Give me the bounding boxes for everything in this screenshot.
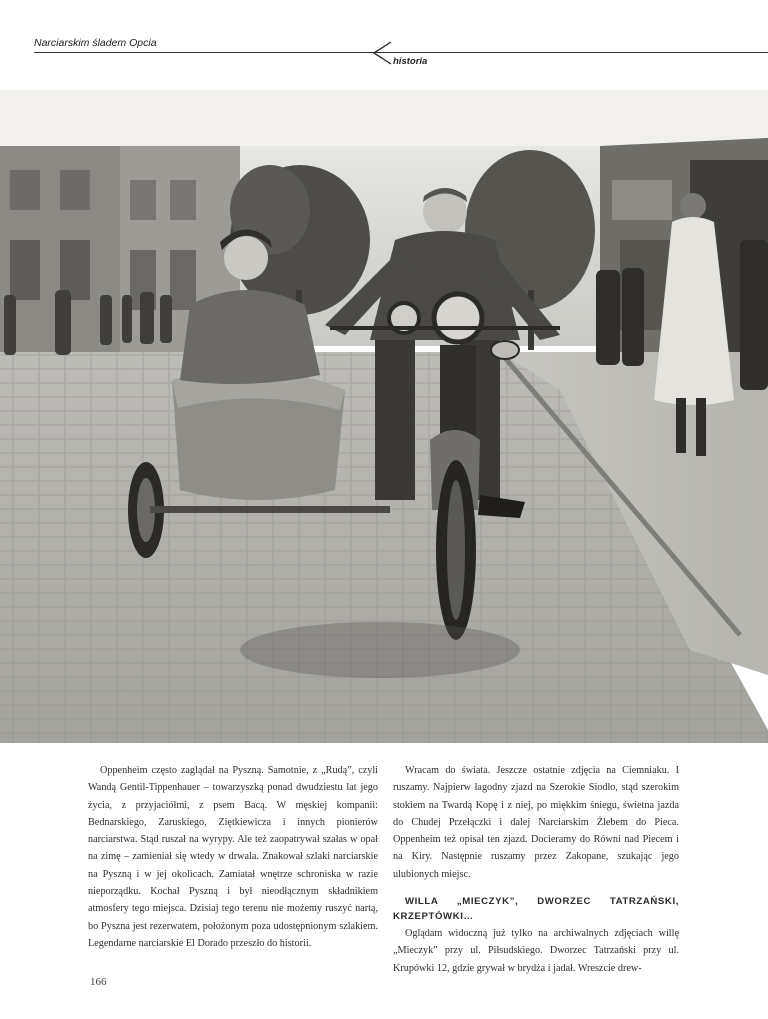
- running-title: Narciarskim śladem Opcia: [34, 37, 157, 49]
- article-column-left: [88, 762, 378, 952]
- archival-photo: [0, 90, 768, 743]
- article-column-right: [393, 762, 679, 977]
- right-paragraph-2: Oglądam widoczną już tylko na archiwalnych zdjęciach willę „Mieczyk” przy ul. Piłsudskiego. Dworzec Tatrzański przy ul. Krupówki 12, gdzie grywał w brydża i jadał. Wreszcie drew-: [393, 928, 679, 974]
- section-tag: historia: [393, 56, 428, 67]
- page-number: 166: [90, 976, 107, 988]
- section-subheading: WILLA „MIECZYK”, DWORZEC TATRZAŃSKI, KRZEPTÓWKI…: [393, 896, 679, 923]
- header-rule: [34, 52, 768, 53]
- photo-illustration: [0, 90, 768, 743]
- section-arrow-icon: [371, 41, 393, 65]
- right-paragraph: Wracam do świata. Jeszcze ostatnie zdjęcia na Ciemniaku. I ruszamy. Najpierw łagodny zjazd na Szerokie Siodło, stąd szerokim stokiem na Twardą Kopę i z niej, po miękkim śniegu, świetna jazda do Chudej Przełączki i dalej Narciarskim Żlebem do Pieca. Oppenheim też opisał ten zjazd. Docieramy do Równi nad Piecem i na Kiry. Następnie ruszamy przez Zakopane, szukając jego ulubionych miejsc.: [393, 765, 679, 880]
- left-paragraph: Oppenheim często zaglądał na Pyszną. Samotnie, z „Rudą”, czyli Wandą Gentil-Tippenhauer – towarzyszką ponad dwudziestu lat jego życia, z przyjaciółmi, z psem Bacą. W męskiej kompanii: Bednarskiego, Zaruskiego, Ziętkiewicza i innych pionierów narciarstwa. Stąd ruszał na wyrypy. Ale też zaopatrywał szałas w opał na zimę – zamieniał się wtedy w drwala. Znakował szlaki narciarskie na Pyszną i w jej okolicach. Zamiatał wnętrze schroniska w razie nieporządku. Kochał Pyszną i był nieodłącznym składnikiem atmosfery tego miejsca. Dzisiaj tego terenu nie możemy ruszyć nartą, bo Pyszna jest rezerwatem, położonym poza udostępnionym szlakiem. Legendarne narciarskie El Dorado przeszło do historii.: [88, 765, 378, 949]
